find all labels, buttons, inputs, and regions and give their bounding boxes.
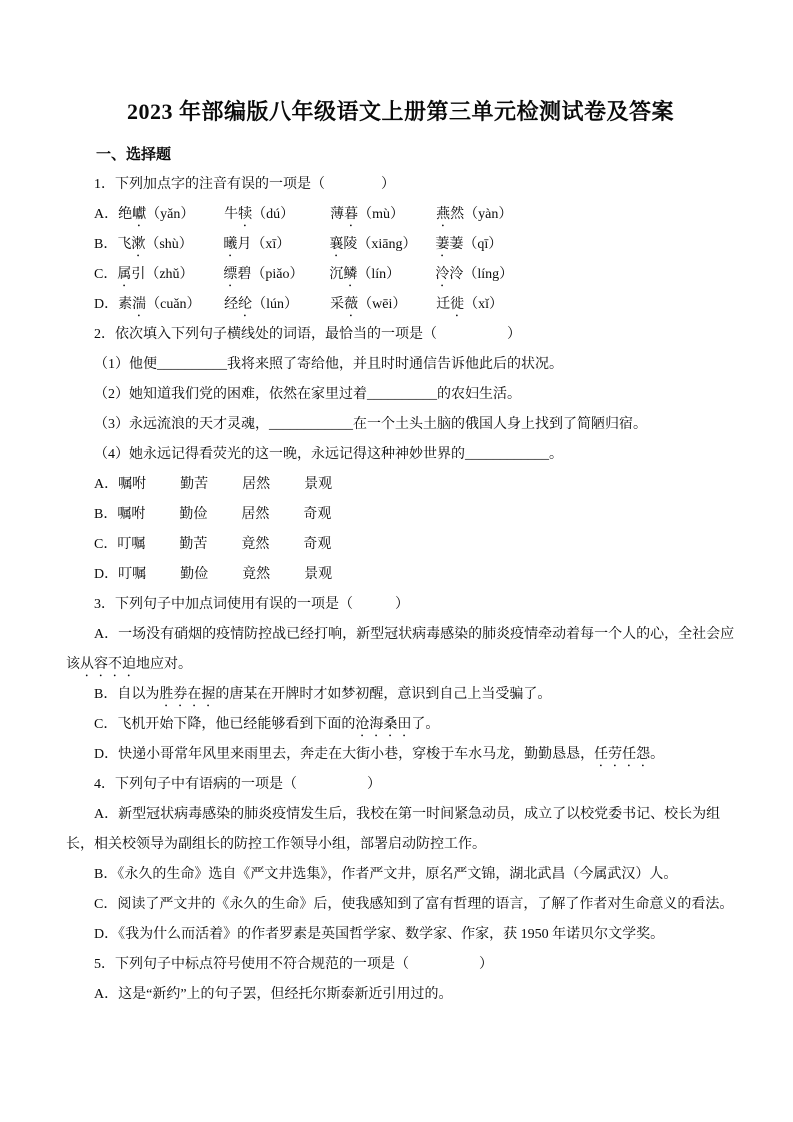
pinyin-item (224, 290, 330, 320)
pinyin-item (223, 260, 329, 290)
question-2-sentence-2: （2）她知道我们党的困难，依然在家里过着__________的农妇生活。 (94, 387, 521, 402)
text-run: 快递小哥常年风里来雨里去，奔走在大街小巷，穿梭于车水马龙，勤勤恳恳， (118, 747, 595, 762)
question-2-option-c (66, 530, 735, 560)
question-1-option-a (66, 200, 735, 230)
emphasized-text: 萋 (435, 237, 450, 252)
text-run: （cuǎn） (146, 297, 201, 312)
pinyin-item (435, 230, 502, 260)
option-text (66, 627, 734, 672)
emphasized-text: 薇 (344, 297, 359, 312)
question-4-stem: 4．下列句子中有语病的一项是（ ） (94, 777, 381, 792)
emphasized-text: 鳞 (343, 267, 358, 282)
pinyin-item (329, 260, 435, 290)
text-run: 绝 (118, 207, 133, 222)
pinyin-item (436, 290, 503, 320)
option-label: C． (94, 897, 118, 912)
emphasized-text: 暮 (344, 207, 359, 222)
word-choice: 嘱咐 (117, 507, 146, 522)
question-2-stem: 2．依次填入下列句子横线处的词语，最恰当的一项是（ ） (94, 327, 521, 342)
pinyin-item (435, 260, 513, 290)
word-choice: 叮嘱 (117, 537, 146, 552)
option-label: B． (94, 237, 118, 252)
text-run: 然（yàn） (450, 207, 513, 222)
emphasized-text: 属 (117, 267, 132, 282)
question-2-sentence-4: （4）她永远记得看荧光的这一晚，永远记得这种神妙世界的____________。 (94, 447, 563, 462)
text-run: 地应对。 (136, 657, 192, 672)
question-4-option-a (66, 800, 735, 860)
question-1-option-b (66, 230, 735, 260)
question-1-stem: 1．下列加点字的注音有误的一项是（ ） (94, 177, 395, 192)
emphasized-text: 缥 (223, 267, 238, 282)
text-run: 牛 (224, 207, 239, 222)
text-run: 泠（líng） (449, 267, 514, 282)
text-run: 飞 (117, 237, 132, 252)
emphasized-text: 犊 (238, 207, 253, 222)
section-heading: 一、选择题 (96, 147, 172, 163)
text-run: （lún） (252, 297, 299, 312)
page-title: 2023 年部编版八年级语文上册第三单元检测试卷及答案 (126, 99, 674, 124)
option-label: A． (94, 477, 119, 492)
pinyin-item (224, 200, 330, 230)
option-label: D． (94, 567, 119, 582)
question-2-option-b (66, 500, 735, 530)
word-choice: 居然 (242, 477, 271, 492)
text-run: （shù） (145, 237, 193, 252)
option-label: D． (94, 927, 119, 942)
question-2-sentence-3: （3）永远流浪的天才灵魂，____________在一个土头土脑的俄国人身上找到了简陋归宿。 (94, 417, 647, 432)
emphasized-text: 胜券在握 (159, 687, 216, 702)
emphasized-text: 燕 (436, 207, 451, 222)
text-run: 素 (118, 297, 133, 312)
option-text (118, 747, 664, 762)
word-choice: 勤俭 (179, 507, 208, 522)
option-label: A． (94, 627, 119, 642)
question-3-option-b (66, 680, 735, 710)
word-choice: 竟然 (242, 567, 271, 582)
question-3-option-a (66, 620, 735, 680)
emphasized-text: 沧海桑田 (355, 717, 412, 732)
text-run: 沉 (329, 267, 344, 282)
text-run: 陵（xiāng） (343, 237, 417, 252)
text-run: （mù） (358, 207, 405, 222)
emphasized-text: 从容不迫 (80, 657, 136, 672)
option-text: 《我为什么而活着》的作者罗素是英国哲学家、数学家、作家，获 1950 年诺贝尔文学奖。 (118, 927, 665, 942)
option-label: A． (94, 207, 119, 222)
option-label: C． (94, 717, 118, 732)
option-text: 《永久的生命》选自《严文井选集》，作者严文井，原名严文锦，湖北武昌（今属武汉）人。 (117, 867, 678, 882)
word-choice: 勤苦 (179, 537, 208, 552)
text-run: 碧（piǎo） (237, 267, 304, 282)
question-2-option-d (66, 560, 735, 590)
question-2-sentence-1: （1）他便__________我将来照了寄给他，并且时时通信告诉他此后的状况。 (94, 357, 563, 372)
question-4-option-d (66, 920, 735, 950)
word-choice: 景观 (304, 477, 333, 492)
pinyin-item (330, 290, 436, 320)
pinyin-item (117, 260, 223, 290)
text-run: （dú） (252, 207, 295, 222)
text-run: 飞机开始下降，他已经能够看到下面的 (117, 717, 356, 732)
option-label: D． (94, 747, 119, 762)
word-choice: 勤俭 (180, 567, 209, 582)
question-5-stem: 5．下列句子中标点符号使用不符合规范的一项是（ ） (94, 957, 493, 972)
text-run: （yǎn） (146, 207, 195, 222)
question-4-option-c (66, 890, 735, 920)
option-text (117, 717, 439, 732)
emphasized-text: 纶 (238, 297, 253, 312)
question-1-option-c (66, 260, 735, 290)
question-3-option-d (66, 740, 735, 770)
option-label: C． (94, 267, 118, 282)
option-text: 阅读了严文井的《永久的生命》后，使我感知到了富有哲理的语言，了解了作者对生命意义的看法。 (117, 897, 734, 912)
option-label: D． (94, 297, 119, 312)
option-label: B． (94, 507, 118, 522)
option-label: B． (94, 867, 118, 882)
emphasized-text: 任劳任怨 (594, 747, 651, 762)
question-3-stem: 3．下列句子中加点词使用有误的一项是（ ） (94, 597, 409, 612)
question-1-option-d (66, 290, 735, 320)
option-text: 新型冠状病毒感染的肺炎疫情发生后，我校在第一时间紧急动员，成立了以校党委书记、校长为组长，相关校领导为副组长的防控工作领导小组，部署启动防控工作。 (66, 807, 721, 852)
text-run: 月（xī） (237, 237, 291, 252)
pinyin-item (117, 230, 223, 260)
emphasized-text: 巘 (132, 207, 147, 222)
pinyin-item (436, 200, 512, 230)
word-choice: 景观 (304, 567, 333, 582)
text-run: （lín） (357, 267, 401, 282)
text-run: 的唐某在开牌时才如梦初醒，意识到自己上当受骗了。 (215, 687, 552, 702)
text-run: 自以为 (117, 687, 160, 702)
text-run: 薄 (330, 207, 345, 222)
word-choice: 竟然 (241, 537, 270, 552)
pinyin-item (330, 200, 436, 230)
emphasized-text: 曦 (223, 237, 238, 252)
word-choice: 奇观 (303, 507, 332, 522)
word-choice: 勤苦 (180, 477, 209, 492)
emphasized-text: 漱 (131, 237, 146, 252)
question-3-option-c (66, 710, 735, 740)
text-run: （wēi） (358, 297, 407, 312)
option-text (117, 687, 551, 702)
text-run: 萋（qī） (449, 237, 503, 252)
option-label: C． (94, 537, 118, 552)
text-run: 引（zhǔ） (131, 267, 194, 282)
pinyin-item (329, 230, 435, 260)
pinyin-item (118, 290, 224, 320)
word-choice: 叮嘱 (118, 567, 147, 582)
option-label: B． (94, 687, 118, 702)
text-run: （xǐ） (464, 297, 504, 312)
question-5-option-a (66, 980, 735, 1010)
text-run: 采 (330, 297, 345, 312)
text-run: 经 (224, 297, 239, 312)
emphasized-text: 泠 (435, 267, 450, 282)
text-run: 。 (650, 747, 665, 762)
emphasized-text: 襄 (329, 237, 344, 252)
word-choice: 居然 (241, 507, 270, 522)
question-2-option-a (66, 470, 735, 500)
option-label: A． (94, 807, 119, 822)
question-4-option-b (66, 860, 735, 890)
word-choice: 奇观 (303, 537, 332, 552)
option-text: 这是“新约”上的句子罢，但经托尔斯泰新近引用过的。 (118, 987, 453, 1002)
pinyin-item (118, 200, 224, 230)
text-run: 了。 (411, 717, 440, 732)
text-run: 迁 (436, 297, 451, 312)
option-label: A． (94, 987, 119, 1002)
word-choice: 嘱咐 (118, 477, 147, 492)
emphasized-text: 徙 (450, 297, 465, 312)
pinyin-item (223, 230, 329, 260)
emphasized-text: 湍 (132, 297, 147, 312)
text-run: 一场没有硝烟的疫情防控战已经打响，新型冠状病毒感染的肺炎疫情牵动着每一个人的心，全社会应该 (66, 627, 735, 672)
